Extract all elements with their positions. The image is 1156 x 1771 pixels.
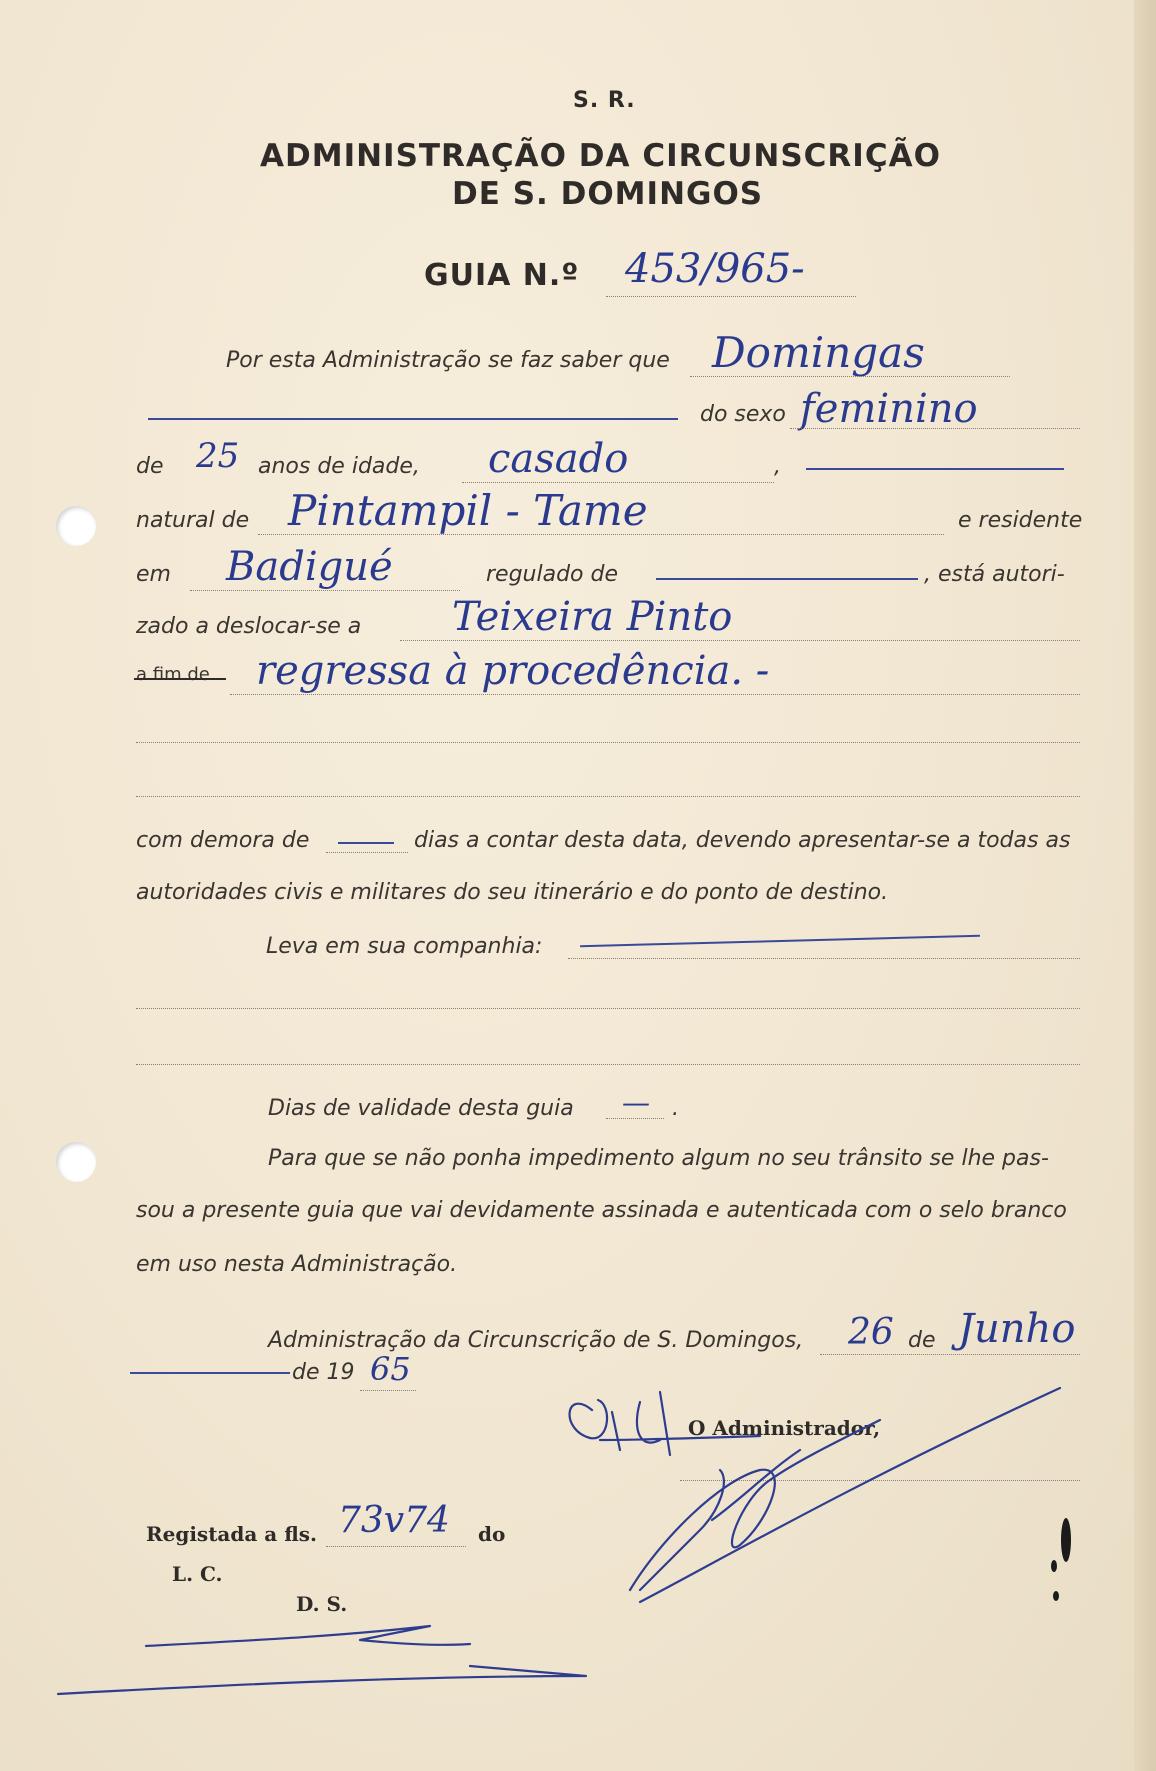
- autoridades-text: autoridades civis e militares do seu itinerário e do ponto de destino.: [136, 880, 889, 905]
- ink-blot: [1051, 1518, 1071, 1601]
- registada-do-label: do: [478, 1522, 506, 1546]
- closing-day: 26: [848, 1312, 894, 1353]
- regulado-label: regulado de: [486, 562, 618, 587]
- ds-label: D. S.: [296, 1592, 348, 1616]
- guia-label: GUIA N.º: [424, 258, 580, 293]
- companhia-label: Leva em sua companhia:: [266, 934, 543, 959]
- de-label: de: [136, 454, 164, 479]
- paragraph-line1: Para que se não ponha impedimento algum no seu trânsito se lhe pas-: [268, 1146, 1049, 1171]
- bottom-flourish-lower: [58, 1666, 586, 1694]
- name-value: Domingas: [712, 328, 925, 377]
- anos-label: anos de idade,: [258, 454, 420, 479]
- paragraph-line3: em uso nesta Administração.: [136, 1252, 458, 1277]
- natural-value: Pintampil - Tame: [288, 486, 648, 535]
- destino-value: Teixeira Pinto: [452, 594, 733, 640]
- closing-year-suffix: 65: [370, 1350, 411, 1388]
- validade-end: .: [672, 1096, 679, 1121]
- demora-label: com demora de: [136, 828, 310, 853]
- natural-label: natural de: [136, 508, 250, 533]
- closing-de-label: de: [908, 1328, 936, 1353]
- deslocar-label: zado a deslocar-se a: [136, 614, 362, 639]
- lc-label: L. C.: [172, 1562, 223, 1586]
- bottom-flourish-upper: [146, 1626, 470, 1646]
- header-title-line2: DE S. DOMINGOS: [452, 176, 764, 212]
- comma-text: ,: [774, 454, 781, 479]
- age-value: 25: [196, 436, 240, 476]
- validade-dash: —: [622, 1086, 650, 1119]
- sexo-label: do sexo: [700, 402, 786, 427]
- administrator-flourish: [640, 1388, 1060, 1602]
- closing-month: Junho: [958, 1306, 1076, 1352]
- demora-text: dias a contar desta data, devendo apresentar-se a todas as: [414, 828, 1071, 853]
- initials-signature: [570, 1392, 760, 1455]
- residencia-value: Badigué: [226, 544, 393, 590]
- header-title-line1: ADMINISTRAÇÃO DA CIRCUNSCRIÇÃO: [260, 138, 941, 174]
- validade-label: Dias de validade desta guia: [268, 1096, 574, 1121]
- closing-place: Administração da Circunscrição de S. Domingos,: [268, 1328, 804, 1353]
- paragraph-line2: sou a presente guia que vai devidamente assinada e autenticada com o selo branco: [136, 1198, 1067, 1223]
- intro-text: Por esta Administração se faz saber que: [226, 348, 670, 373]
- guia-number: 453/965-: [625, 246, 805, 292]
- closing-year-prefix: de 19: [292, 1360, 355, 1385]
- em-label: em: [136, 562, 171, 587]
- registada-label: Registada a fls.: [146, 1522, 317, 1546]
- autori-label: , está autori-: [924, 562, 1065, 587]
- estado-value: casado: [488, 436, 629, 482]
- residente-label: e residente: [958, 508, 1083, 533]
- registada-folhas: 73v74: [338, 1500, 450, 1541]
- administrador-title: O Administrador,: [688, 1416, 881, 1440]
- header-sr: S. R.: [573, 88, 636, 113]
- sexo-value: feminino: [800, 386, 978, 432]
- afim-label: a fim de: [136, 664, 210, 685]
- motivo-value: regressa à procedência. -: [256, 648, 770, 694]
